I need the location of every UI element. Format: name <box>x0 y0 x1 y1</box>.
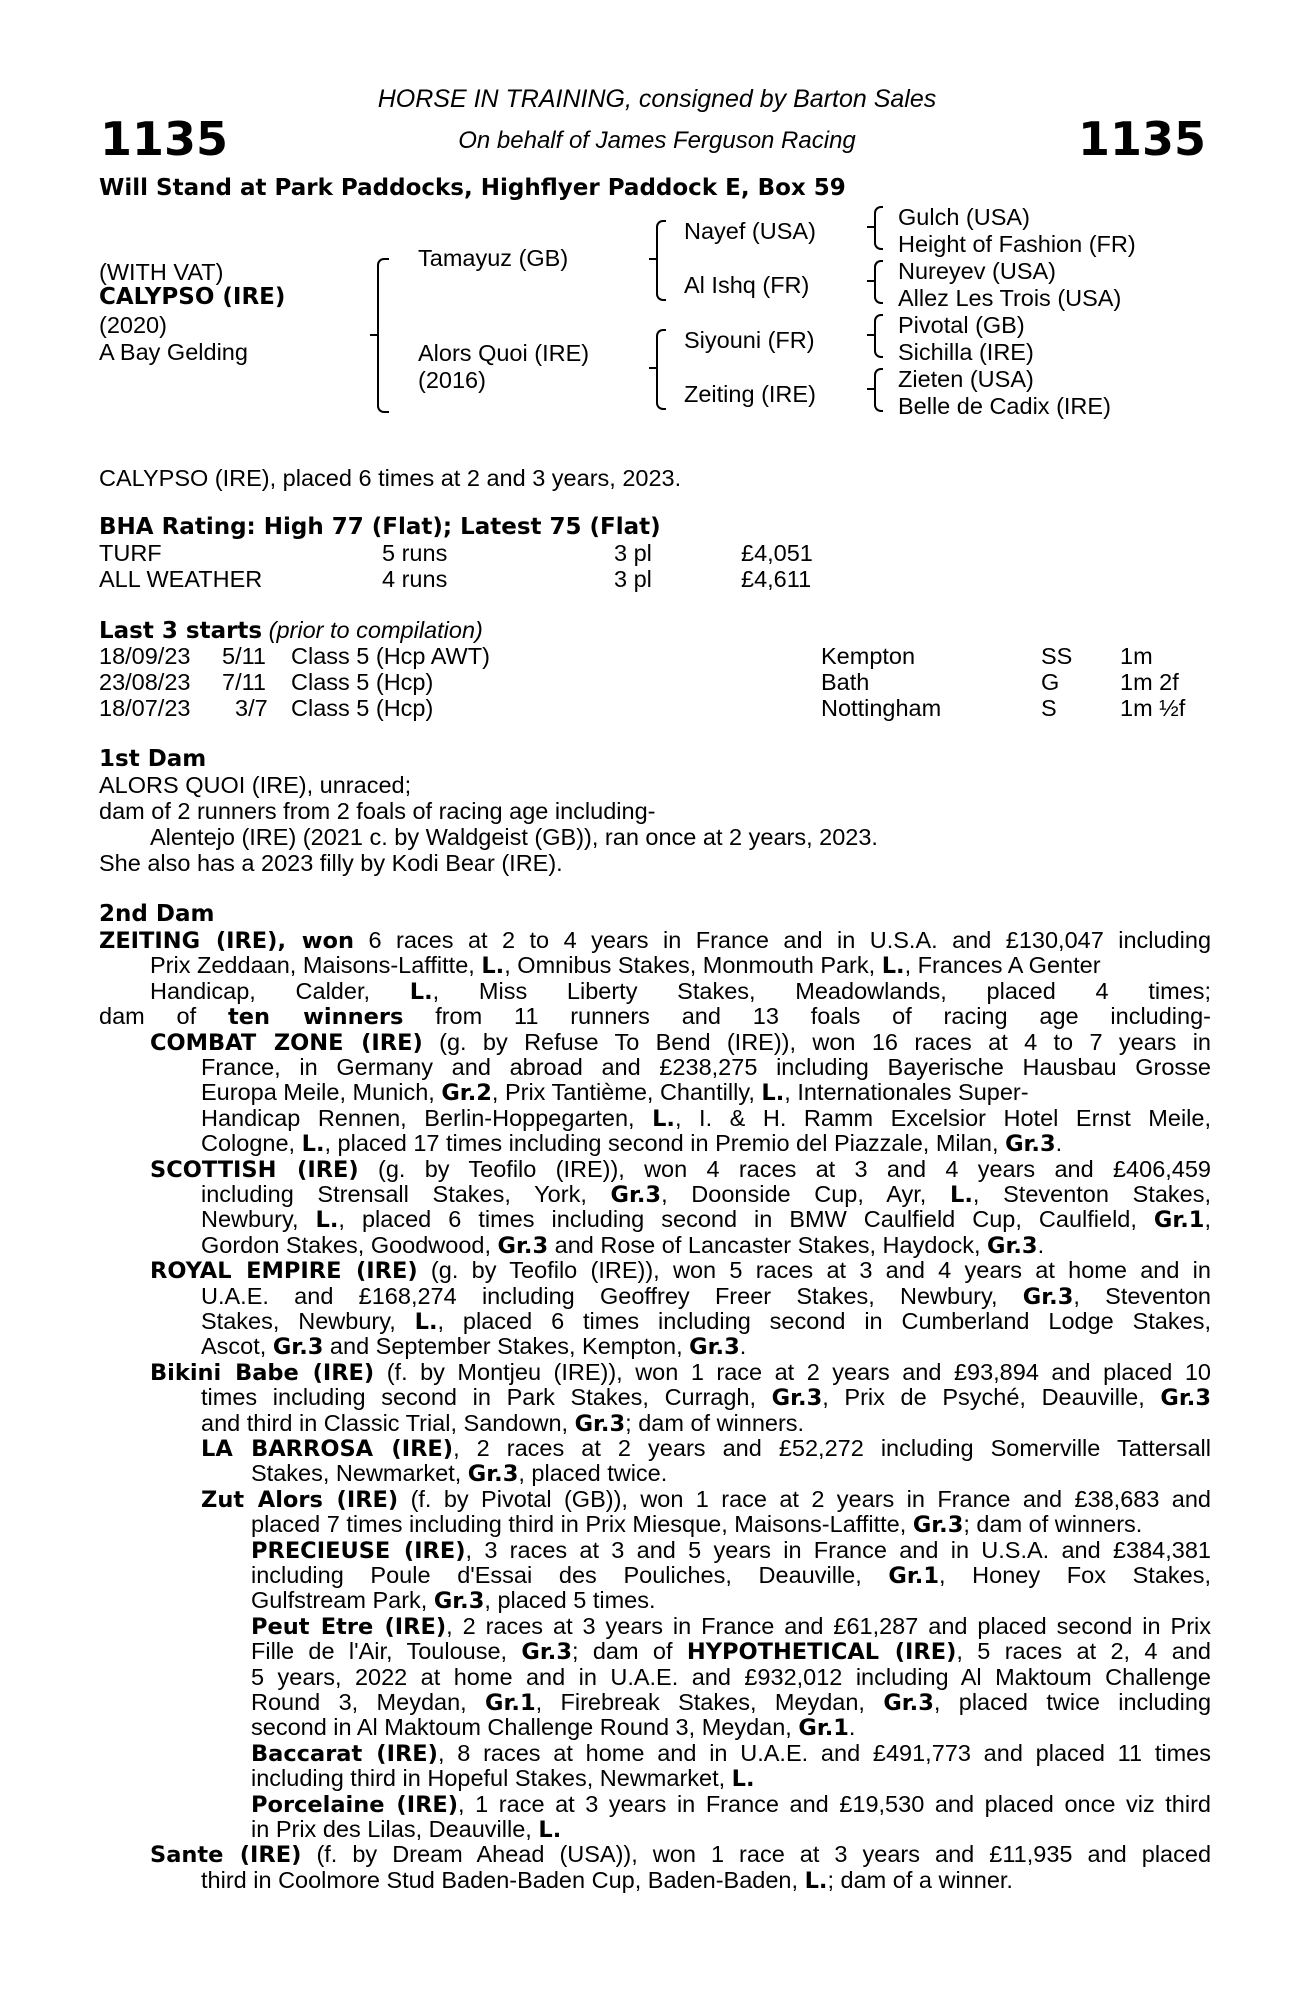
text-run: ; dam of winners. <box>963 1511 1143 1538</box>
second-dam-line <box>99 929 1211 953</box>
text-run: . <box>739 1333 747 1360</box>
second-dam-heading: 2nd Dam <box>99 901 215 927</box>
text-run: L. <box>761 1080 785 1107</box>
text-run: . <box>848 1714 856 1741</box>
pedigree-brace-1 <box>377 258 389 413</box>
start-date: 23/08/23 <box>99 669 191 695</box>
second-dam-line <box>201 1386 1211 1410</box>
pedigree-gen3-2: Height of Fashion (FR) <box>898 231 1136 257</box>
text-run: , Prix Tantième, Chantilly, <box>491 1079 762 1106</box>
text-run: Gr.3 <box>521 1639 572 1666</box>
pedigree-gen3-6: Sichilla (IRE) <box>898 339 1034 365</box>
text-run: , <box>1204 1206 1211 1233</box>
text-run: L. <box>409 978 433 1005</box>
start-distance: 1m ½f <box>1120 695 1186 721</box>
text-run: (g. by Teofilo (IRE)), won 5 races at 3 and 4 years at home and in <box>417 1257 1211 1284</box>
text-run: Europa Meile, Munich, <box>201 1079 442 1106</box>
text-run: , Firebreak Stakes, Meydan, <box>535 1689 884 1715</box>
text-run: , 1 race at 3 years in France and £19,530 and placed once viz third <box>458 1790 1211 1817</box>
text-run: including third in Hopeful Stakes, Newmarket, <box>251 1765 732 1792</box>
text-run: Gr.3 <box>1022 1283 1074 1310</box>
text-run: Gr.3 <box>771 1385 823 1412</box>
rating-runs: 4 runs <box>382 566 448 592</box>
text-run: Zut Alors (IRE) <box>201 1486 399 1513</box>
rating-placed: 3 pl <box>614 566 652 592</box>
rating-placed: 3 pl <box>614 540 652 566</box>
start-class: Class 5 (Hcp AWT) <box>291 643 490 669</box>
second-dam-line <box>201 1335 1211 1359</box>
start-course: Kempton <box>821 643 916 669</box>
pedigree-brace-3a-tick <box>867 226 875 228</box>
text-run: , placed 6 times including second in Cumberland Lodge Stakes, <box>437 1308 1211 1334</box>
text-run: , I. & H. Ramm Excelsior Hotel Ernst Meile, <box>674 1104 1211 1131</box>
text-run: , 8 races at home and in U.A.E. and £491,773 and placed 11 times <box>437 1739 1211 1766</box>
text-run: (f. by Dream Ahead (USA)), won 1 race at 3 years and £11,935 and placed <box>301 1841 1212 1868</box>
text-run: , placed 6 times including second in BMW Caulfield Cup, Caulfield, <box>338 1206 1154 1233</box>
rating-earnings: £4,611 <box>741 566 812 592</box>
text-run: L. <box>652 1105 675 1132</box>
text-run: (f. by Pivotal (GB)), won 1 race at 2 years in France and £38,683 and <box>398 1485 1211 1512</box>
second-dam-line <box>150 1028 1211 1056</box>
text-run: Prix Zeddaan, Maisons-Laffitte, <box>150 952 482 979</box>
second-dam-line <box>251 1767 1211 1791</box>
text-run: LA BARROSA (IRE) <box>201 1436 454 1462</box>
text-run: Handicap, Calder, <box>150 977 410 1004</box>
second-dam-line <box>201 1056 1211 1080</box>
text-run: , Doonside Cup, Ayr, <box>661 1181 951 1207</box>
pedigree-gen3-4: Allez Les Trois (USA) <box>898 285 1122 311</box>
start-date: 18/09/23 <box>99 643 191 669</box>
pedigree-brace-3c <box>874 314 883 358</box>
text-run: , Internationales Super- <box>784 1079 1029 1106</box>
text-run: U.A.E. and £168,274 including Geoffrey Freer Stakes, Newbury, <box>201 1282 1023 1309</box>
text-run: L. <box>481 953 505 980</box>
start-going: S <box>1041 695 1057 721</box>
text-run: Gr.3 <box>497 1232 549 1259</box>
text-run: ZEITING (IRE), won <box>99 928 355 954</box>
second-dam-line <box>201 1104 1211 1132</box>
second-dam-line <box>201 1282 1211 1310</box>
text-run: , 2 races at 3 years in France and £61,287 and placed second in Prix <box>446 1612 1211 1639</box>
lot-number-left: 1135 <box>100 112 229 166</box>
text-run: Gr.3 <box>574 1410 626 1437</box>
text-run: , Honey Fox Stakes, <box>938 1562 1211 1588</box>
text-run: ; dam of a winner. <box>827 1866 1013 1893</box>
text-run: , Frances A Genter <box>904 952 1101 979</box>
second-dam-line <box>251 1536 1211 1564</box>
text-run: , Omnibus Stakes, Monmouth Park, <box>504 952 882 979</box>
text-run: L. <box>414 1309 438 1335</box>
second-dam-line <box>150 977 1212 1005</box>
text-run: , Miss Liberty Stakes, Meadowlands, placed 4 times; <box>432 977 1212 1004</box>
text-run: , placed twice including <box>933 1689 1212 1715</box>
text-run: Gulfstream Park, <box>251 1587 434 1614</box>
text-run: Stakes, Newmarket, <box>251 1460 468 1487</box>
second-dam-line <box>201 1409 1211 1437</box>
text-run: Peut Etre (IRE) <box>251 1613 447 1640</box>
text-run: Sante (IRE) <box>150 1842 302 1869</box>
lot-number-right: 1135 <box>1077 112 1206 166</box>
second-dam-line <box>201 1231 1211 1259</box>
text-run: and Rose of Lancaster Stakes, Haydock, <box>548 1231 988 1258</box>
foaling-year: (2020) <box>99 312 167 338</box>
start-date: 18/07/23 <box>99 695 191 721</box>
dam-year: (2016) <box>418 367 486 393</box>
second-dam-line <box>251 1589 1211 1613</box>
text-run: ; dam of <box>571 1638 687 1665</box>
text-run: from 11 runners and 13 foals of racing age including- <box>403 1003 1211 1030</box>
second-dam-line <box>251 1691 1211 1715</box>
text-run: Cologne, <box>201 1130 302 1157</box>
pedigree-gen3-1: Gulch (USA) <box>898 204 1030 230</box>
dam-sire: Siyouni (FR) <box>684 327 815 353</box>
second-dam-line <box>201 1183 1211 1207</box>
text-run: Gr.3 <box>433 1588 485 1615</box>
text-run: COMBAT ZONE (IRE) <box>150 1029 423 1056</box>
second-dam-line <box>150 1358 1211 1386</box>
start-going: SS <box>1041 643 1073 669</box>
second-dam-line <box>251 1612 1211 1640</box>
text-run: including Strensall Stakes, York, <box>201 1181 611 1207</box>
first-dam-line: dam of 2 runners from 2 foals of racing age including- <box>99 798 656 824</box>
text-run: PRECIEUSE (IRE) <box>251 1537 466 1564</box>
text-run: ; dam of winners. <box>625 1409 805 1436</box>
text-run: and third in Classic Trial, Sandown, <box>201 1409 575 1436</box>
first-dam-line: Alentejo (IRE) (2021 c. by Waldgeist (GB)), ran once at 2 years, 2023. <box>150 824 878 850</box>
last-starts-note: (prior to compilation) <box>268 617 483 643</box>
text-run: Gordon Stakes, Goodwood, <box>201 1231 498 1258</box>
pedigree-brace-3d-tick <box>867 388 875 390</box>
start-going: G <box>1041 669 1060 695</box>
text-run: Gr.1 <box>888 1563 939 1589</box>
second-dam-line <box>201 1485 1211 1513</box>
text-run: , placed 5 times. <box>484 1587 656 1614</box>
text-run: Gr.3 <box>912 1512 964 1539</box>
text-run: , Prix de Psyché, Deauville, <box>822 1384 1161 1411</box>
text-run: third in Coolmore Stud Baden-Baden Cup, Baden-Baden, <box>201 1866 805 1893</box>
text-run: Handicap Rennen, Berlin-Hoppegarten, <box>201 1104 653 1131</box>
first-dam-line: ALORS QUOI (IRE), unraced; <box>99 772 412 798</box>
text-run: Round 3, Meydan, <box>251 1689 486 1715</box>
text-run: Newbury, <box>201 1206 316 1233</box>
text-run: placed 7 times including third in Prix Miesque, Maisons-Laffitte, <box>251 1511 913 1538</box>
text-run: . <box>1055 1130 1063 1157</box>
dam-dam: Zeiting (IRE) <box>684 381 816 407</box>
pedigree-brace-1-tick <box>370 334 378 336</box>
text-run: Gr.3 <box>272 1334 324 1361</box>
second-dam-line <box>201 1081 1211 1105</box>
second-dam-line <box>201 1132 1211 1156</box>
second-dam-line <box>201 1310 1211 1334</box>
pedigree-gen3-8: Belle de Cadix (IRE) <box>898 393 1111 419</box>
second-dam-line <box>251 1716 1211 1740</box>
start-class: Class 5 (Hcp) <box>291 669 434 695</box>
text-run: Ascot, <box>201 1333 273 1360</box>
text-run: Gr.3 <box>467 1461 519 1488</box>
text-run: L. <box>301 1131 325 1158</box>
second-dam-line <box>251 1739 1211 1767</box>
text-run: , 5 races at 2, 4 and <box>956 1638 1211 1665</box>
second-dam-line <box>150 1843 1211 1867</box>
text-run: Gr.3 <box>1005 1131 1056 1158</box>
text-run: , Steventon <box>1073 1282 1211 1309</box>
text-run: , 2 races at 2 years and £52,272 including Somerville Tattersall <box>453 1435 1211 1461</box>
stabling-location: Will Stand at Park Paddocks, Highflyer Paddock E, Box 59 <box>99 175 846 201</box>
text-run: in Prix des Lilas, Deauville, <box>251 1816 539 1842</box>
text-run: Stakes, Newbury, <box>201 1308 415 1334</box>
second-dam-line <box>150 954 1211 978</box>
text-run: L. <box>804 1867 828 1894</box>
pedigree-brace-3a <box>874 206 883 250</box>
text-run: Gr.3 <box>883 1690 934 1716</box>
first-dam-line: She also has a 2023 filly by Kodi Bear (IRE). <box>99 850 563 876</box>
text-run: Baccarat (IRE) <box>251 1740 438 1767</box>
pedigree-brace-3b-tick <box>867 280 875 282</box>
second-dam-line <box>99 1005 1211 1029</box>
text-run: (g. by Teofilo (IRE)), won 4 races at 3 and 4 years and £406,459 <box>358 1155 1211 1182</box>
last-starts-title: Last 3 starts <box>99 618 263 644</box>
dam: Alors Quoi (IRE) <box>418 340 590 366</box>
racing-summary: CALYPSO (IRE), placed 6 times at 2 and 3 years, 2023. <box>99 465 682 491</box>
text-run: , placed 17 times including second in Premio del Piazzale, Milan, <box>324 1130 1006 1157</box>
second-dam-line <box>251 1462 1211 1486</box>
text-run: second in Al Maktoum Challenge Round 3, Meydan, <box>251 1714 799 1741</box>
pedigree-brace-2b-tick <box>649 367 657 369</box>
text-run: L. <box>731 1766 755 1793</box>
pedigree-brace-3d <box>874 368 883 412</box>
start-distance: 1m <box>1120 643 1153 669</box>
first-dam-heading: 1st Dam <box>99 746 207 772</box>
text-run: . <box>1037 1231 1045 1258</box>
text-run: L. <box>538 1817 562 1843</box>
text-run: Bikini Babe (IRE) <box>150 1359 375 1386</box>
pedigree-gen3-3: Nureyev (USA) <box>898 258 1057 284</box>
pedigree-brace-2a <box>656 220 666 301</box>
horse-description: A Bay Gelding <box>99 339 248 365</box>
text-run: Gr.1 <box>798 1715 849 1742</box>
text-run: , Steventon Stakes, <box>972 1181 1211 1207</box>
pedigree-brace-3b <box>874 260 883 304</box>
rating-surface: TURF <box>99 540 162 566</box>
pedigree-brace-2a-tick <box>649 258 657 260</box>
sire: Tamayuz (GB) <box>418 245 569 271</box>
sire-dam: Al Ishq (FR) <box>684 272 810 298</box>
text-run: Gr.3 <box>610 1182 662 1208</box>
rating-surface: ALL WEATHER <box>99 566 263 592</box>
start-position: 3/7 <box>235 695 268 721</box>
second-dam-line <box>251 1564 1211 1588</box>
second-dam-line <box>201 1208 1211 1232</box>
text-run: L. <box>315 1207 339 1234</box>
text-run: Gr.3 <box>1160 1385 1211 1412</box>
last-starts-heading <box>99 619 483 643</box>
pedigree-brace-2b <box>656 329 666 410</box>
second-dam-line <box>251 1663 1211 1690</box>
text-run: Gr.1 <box>485 1690 536 1716</box>
vat-status: (WITH VAT) <box>99 259 224 285</box>
second-dam-line <box>201 1437 1211 1461</box>
text-run: L. <box>950 1182 973 1208</box>
text-run: and September Stakes, Kempton, <box>323 1333 690 1360</box>
second-dam-line <box>251 1790 1211 1818</box>
start-distance: 1m 2f <box>1120 669 1179 695</box>
second-dam-line <box>251 1513 1211 1537</box>
text-run: (f. by Montjeu (IRE)), won 1 race at 2 years and £93,894 and placed 10 <box>374 1358 1211 1385</box>
text-run: , placed twice. <box>518 1460 668 1487</box>
second-dam-line <box>150 1259 1211 1283</box>
start-position: 7/11 <box>222 669 266 695</box>
rating-earnings: £4,051 <box>741 540 813 566</box>
text-run: dam of <box>99 1003 228 1030</box>
pedigree-gen3-5: Pivotal (GB) <box>898 312 1025 338</box>
start-course: Bath <box>821 669 870 695</box>
text-run: Gr.1 <box>1153 1207 1205 1234</box>
text-run: including Poule d'Essai des Pouliches, Deauville, <box>251 1562 889 1588</box>
second-dam-line <box>251 1818 1211 1842</box>
text-run: Gr.2 <box>441 1080 492 1107</box>
start-course: Nottingham <box>821 695 942 721</box>
text-run: SCOTTISH (IRE) <box>150 1156 359 1183</box>
text-run: times including second in Park Stakes, Curragh, <box>201 1384 772 1411</box>
pedigree-brace-3c-tick <box>867 334 875 336</box>
start-position: 5/11 <box>222 643 266 669</box>
text-run: L. <box>881 953 905 980</box>
rating-runs: 5 runs <box>382 540 448 566</box>
pedigree-gen3-7: Zieten (USA) <box>898 366 1034 392</box>
text-run: 5 years, 2022 at home and in U.A.E. and £932,012 including Al Maktoum Challenge <box>251 1663 1211 1690</box>
start-class: Class 5 (Hcp) <box>291 695 434 721</box>
text-run: Porcelaine (IRE) <box>251 1791 459 1818</box>
text-run: ten winners <box>227 1004 404 1031</box>
text-run: , 3 races at 3 and 5 years in France and in U.S.A. and £384,381 <box>465 1536 1211 1563</box>
text-run: Fille de l'Air, Toulouse, <box>251 1638 522 1665</box>
second-dam-line <box>201 1866 1211 1894</box>
horse-name: CALYPSO (IRE) <box>99 284 286 310</box>
text-run: France, in Germany and abroad and £238,275 including Bayerische Hausbau Grosse <box>201 1054 1211 1080</box>
sire-sire: Nayef (USA) <box>684 218 816 244</box>
vendor-line: On behalf of James Ferguson Racing <box>458 127 856 154</box>
bha-rating: BHA Rating: High 77 (Flat); Latest 75 (Flat) <box>99 514 661 540</box>
second-dam-line <box>251 1640 1211 1664</box>
text-run: HYPOTHETICAL (IRE) <box>686 1639 957 1666</box>
text-run: Gr.3 <box>987 1232 1038 1259</box>
text-run: ROYAL EMPIRE (IRE) <box>150 1258 418 1285</box>
text-run: Gr.3 <box>689 1334 740 1361</box>
second-dam-line <box>150 1155 1211 1183</box>
consignor-line: HORSE IN TRAINING, consigned by Barton Sales <box>377 85 937 113</box>
text-run: (g. by Refuse To Bend (IRE)), won 16 races at 4 to 7 years in <box>422 1028 1211 1055</box>
text-run: 6 races at 2 to 4 years in France and in U.S.A. and £130,047 including <box>354 927 1212 953</box>
